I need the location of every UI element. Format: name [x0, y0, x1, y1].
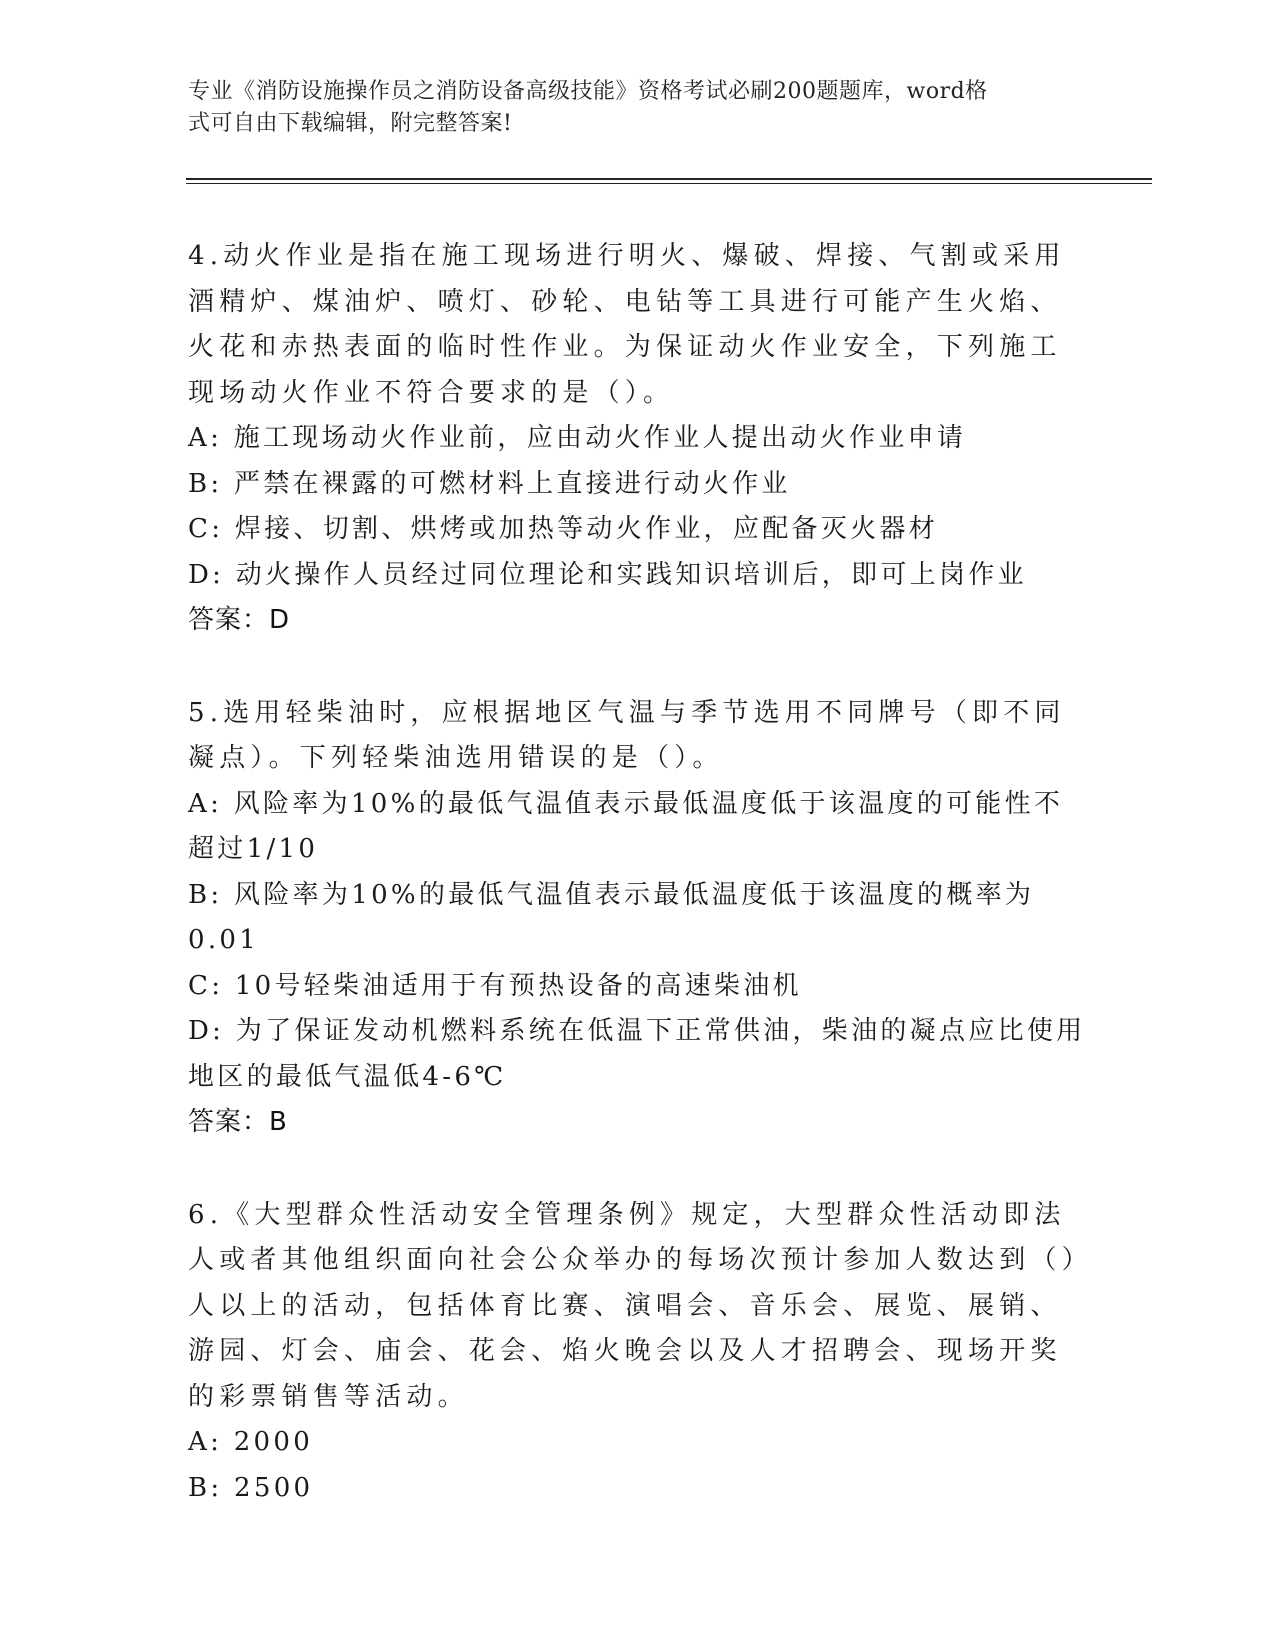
option-d: D: 动火操作人员经过同位理论和实践知识培训后，即可上岗作业 — [188, 559, 1027, 590]
option-a: A: 2000 — [188, 1427, 314, 1457]
question-list — [188, 234, 1088, 1558]
question-stem: 6.《大型群众性活动安全管理条例》规定，大型群众性活动即法人或者其他组织面向社会公众举办的每场次预计参加人数达到（）人以上的活动，包括体育比赛、演唱会、音乐会、展览、展销、游园、灯会、庙会、花会、焰火晚会以及人才招聘会、现场开奖的彩票销售等活动。 — [188, 1199, 1080, 1412]
option-b: B: 严禁在裸露的可燃材料上直接进行动火作业 — [188, 468, 791, 499]
intro-line-1: 专业《消防设施操作员之消防设备高级技能》资格考试必刷200题题库，word格 — [188, 79, 988, 104]
option-a: A: 施工现场动火作业前，应由动火作业人提出动火作业申请 — [188, 423, 967, 453]
option-d: D: 为了保证发动机燃料系统在低温下正常供油，柴油的凝点应比使用地区的最低气温低4-6℃ — [188, 1016, 1086, 1092]
document-intro — [188, 76, 1068, 140]
question-stem: 4.动火作业是指在施工现场进行明火、爆破、焊接、气割或采用酒精炉、煤油炉、喷灯、砂轮、电钻等工具进行可能产生火焰、火花和赤热表面的临时性作业。为保证动火作业安全，下列施工现场动火作业不符合要求的是（）。 — [188, 241, 1066, 408]
question-5 — [188, 691, 1088, 1146]
option-b: B: 2500 — [188, 1472, 314, 1503]
option-c: C: 10号轻柴油适用于有预热设备的高速柴油机 — [188, 970, 802, 1001]
header-divider-thin — [186, 183, 1152, 184]
option-c: C: 焊接、切割、烘烤或加热等动火作业，应配备灭火器材 — [188, 514, 939, 544]
intro-line-2: 式可自由下载编辑，附完整答案! — [188, 111, 513, 136]
answer-label: 答案：D — [188, 605, 291, 635]
question-4 — [188, 234, 1088, 644]
header-divider-thick — [186, 178, 1152, 180]
answer-label: 答案：B — [188, 1107, 288, 1137]
question-6 — [188, 1193, 1088, 1512]
option-b: B: 风险率为10%的最低气温值表示最低温度低于该温度的概率为0.01 — [188, 879, 1035, 955]
option-a: A: 风险率为10%的最低气温值表示最低温度低于该温度的可能性不超过1/10 — [188, 788, 1064, 864]
question-stem: 5.选用轻柴油时，应根据地区气温与季节选用不同牌号（即不同凝点）。下列轻柴油选用错误的是（）。 — [188, 697, 1066, 773]
